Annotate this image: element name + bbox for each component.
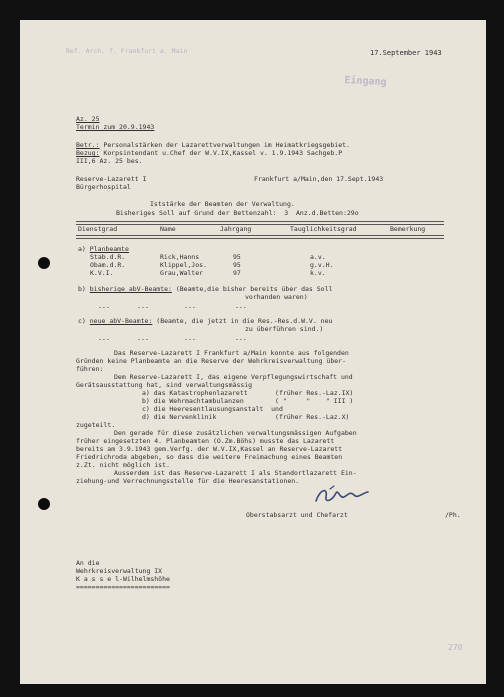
- reference-line: Bezug: Korpsintendant u.Chef der W.V.IX,Kassel v. 1.9.1943 Sachgeb.P: [76, 149, 343, 157]
- row-rank: Obam.d.R.: [90, 261, 126, 269]
- table-subtitle: Bisheriges Soll auf Grund der Bettenzahl: 3 Anz.d.Betten:29o: [116, 209, 359, 217]
- deadline-termin: Termin zum 20.9.1943: [76, 123, 155, 131]
- list-item: a) das Katastrophenlazarett (früher Res.-Laz.IX): [142, 389, 354, 397]
- place-date: Frankfurt a/Main,den 17.Sept.1943: [254, 175, 384, 183]
- recipient-underline: ========================: [76, 583, 170, 591]
- section-b-note: vorhanden waren): [245, 293, 308, 301]
- row-rank: Stab.d.R.: [90, 253, 126, 261]
- section-a: a) Planbeamte: [78, 245, 129, 253]
- sender-name: Reserve-Lazarett I: [76, 175, 147, 183]
- archive-stamp: Ref. Arch. f. Frankfurt a. Main: [66, 47, 188, 55]
- row-name: Klippel,Jos.: [160, 261, 207, 269]
- received-stamp: Eingang: [344, 74, 387, 89]
- table-top-rule: [76, 221, 444, 225]
- row-year: 95: [233, 261, 241, 269]
- punch-hole-bottom: [38, 498, 50, 510]
- body-line: führen:: [76, 365, 104, 373]
- signature-title: Oberstabsarzt und Chefarzt: [246, 511, 348, 519]
- reference-az: Az. 25: [76, 115, 100, 123]
- row-rank: K.V.I.: [90, 269, 114, 277]
- body-line: Friedrichroda abgeben, so dass die weitere Freimachung eines Beamten: [76, 453, 343, 461]
- reference-line-2: III,6 Az. 25 bes.: [76, 157, 143, 165]
- recipient-line: An die: [76, 559, 100, 567]
- body-line: Gründen keine Planbeamte an die Reserve der Wehrkreisverwaltung über-: [76, 357, 347, 365]
- body-line: zugeteilt.: [76, 421, 116, 429]
- body-line: z.Zt. nicht möglich ist.: [76, 461, 170, 469]
- body-line: Dem Reserve-Lazarett I, das eigene Verpflegungswirtschaft und: [114, 373, 353, 381]
- section-b: b) bisherige abV-Beamte: (Beamte,die bisher bereits über das Soll: [78, 285, 333, 293]
- recipient-line: K a s s e l-Wilhelmshöhe: [76, 575, 170, 583]
- list-item: b) die Wehrmachtambulanzen ( " " " III ): [142, 397, 354, 405]
- table-title: Iststärke der Beamten der Verwaltung.: [150, 200, 295, 208]
- body-line: bereits am 3.9.1943 gem.Verfg. der W.V.IX,Kassel an Reserve-Lazarett: [76, 445, 343, 453]
- col-header-year: Jahrgang: [220, 225, 252, 233]
- page-number: 270: [448, 643, 463, 652]
- header-date: 17.September 1943: [370, 49, 442, 57]
- row-name: Grau,Walter: [160, 269, 204, 277]
- row-year: 95: [233, 253, 241, 261]
- section-b-marks: --- --- --- ---: [98, 303, 247, 311]
- body-line: Ausserdem ist das Reserve-Lazarett I als Standortlazarett Ein-: [114, 469, 357, 477]
- list-item: c) die Heeresentlausungsanstalt und: [142, 405, 283, 413]
- row-fitness: a.v.: [310, 253, 326, 261]
- col-header-remark: Bemerkung: [390, 225, 426, 233]
- col-header-rank: Dienstgrad: [78, 225, 118, 233]
- row-name: Rick,Hanns: [160, 253, 200, 261]
- body-line: Gerätsausstattung hat, sind verwaltungsmässig: [76, 381, 253, 389]
- body-line: Das Reserve-Lazarett I Frankfurt a/Main konnte aus folgenden: [114, 349, 349, 357]
- punch-hole-top: [38, 257, 50, 269]
- table-header-rule: [76, 235, 444, 239]
- section-c-note: zu überführen sind.): [245, 325, 324, 333]
- subject-line: Betr.: Personalstärken der Lazarettverwaltungen im Heimatkriegsgebiet.: [76, 141, 350, 149]
- list-item: d) die Nervenklinik (früher Res.-Laz.X): [142, 413, 350, 421]
- body-line: ziehung-und Verrechnungsstelle für die Heeresanstationen.: [76, 477, 300, 485]
- section-c: c) neue abV-Beamte: (Beamte, die jetzt in die Res.-Res.d.W.V. neu: [78, 317, 333, 325]
- section-c-marks: --- --- --- ---: [98, 335, 247, 343]
- row-fitness: g.v.H.: [310, 261, 334, 269]
- typist-initials: /Ph.: [445, 511, 461, 519]
- sender-location: Bürgerhospital: [76, 183, 131, 191]
- col-header-name: Name: [160, 225, 176, 233]
- document-page: [20, 20, 486, 684]
- body-line: Den gerade für diese zusätzlichen verwaltungsmässigen Aufgaben: [114, 429, 357, 437]
- body-line: früher eingesetzten 4. Planbeamten (O.Zm.Böhs) musste das Lazarett: [76, 437, 335, 445]
- recipient-line: Wehrkreisverwaltung IX: [76, 567, 163, 575]
- col-header-fitness: Tauglichkeitsgrad: [290, 225, 357, 233]
- row-fitness: k.v.: [310, 269, 326, 277]
- row-year: 97: [233, 269, 241, 277]
- handwritten-signature: [310, 483, 380, 509]
